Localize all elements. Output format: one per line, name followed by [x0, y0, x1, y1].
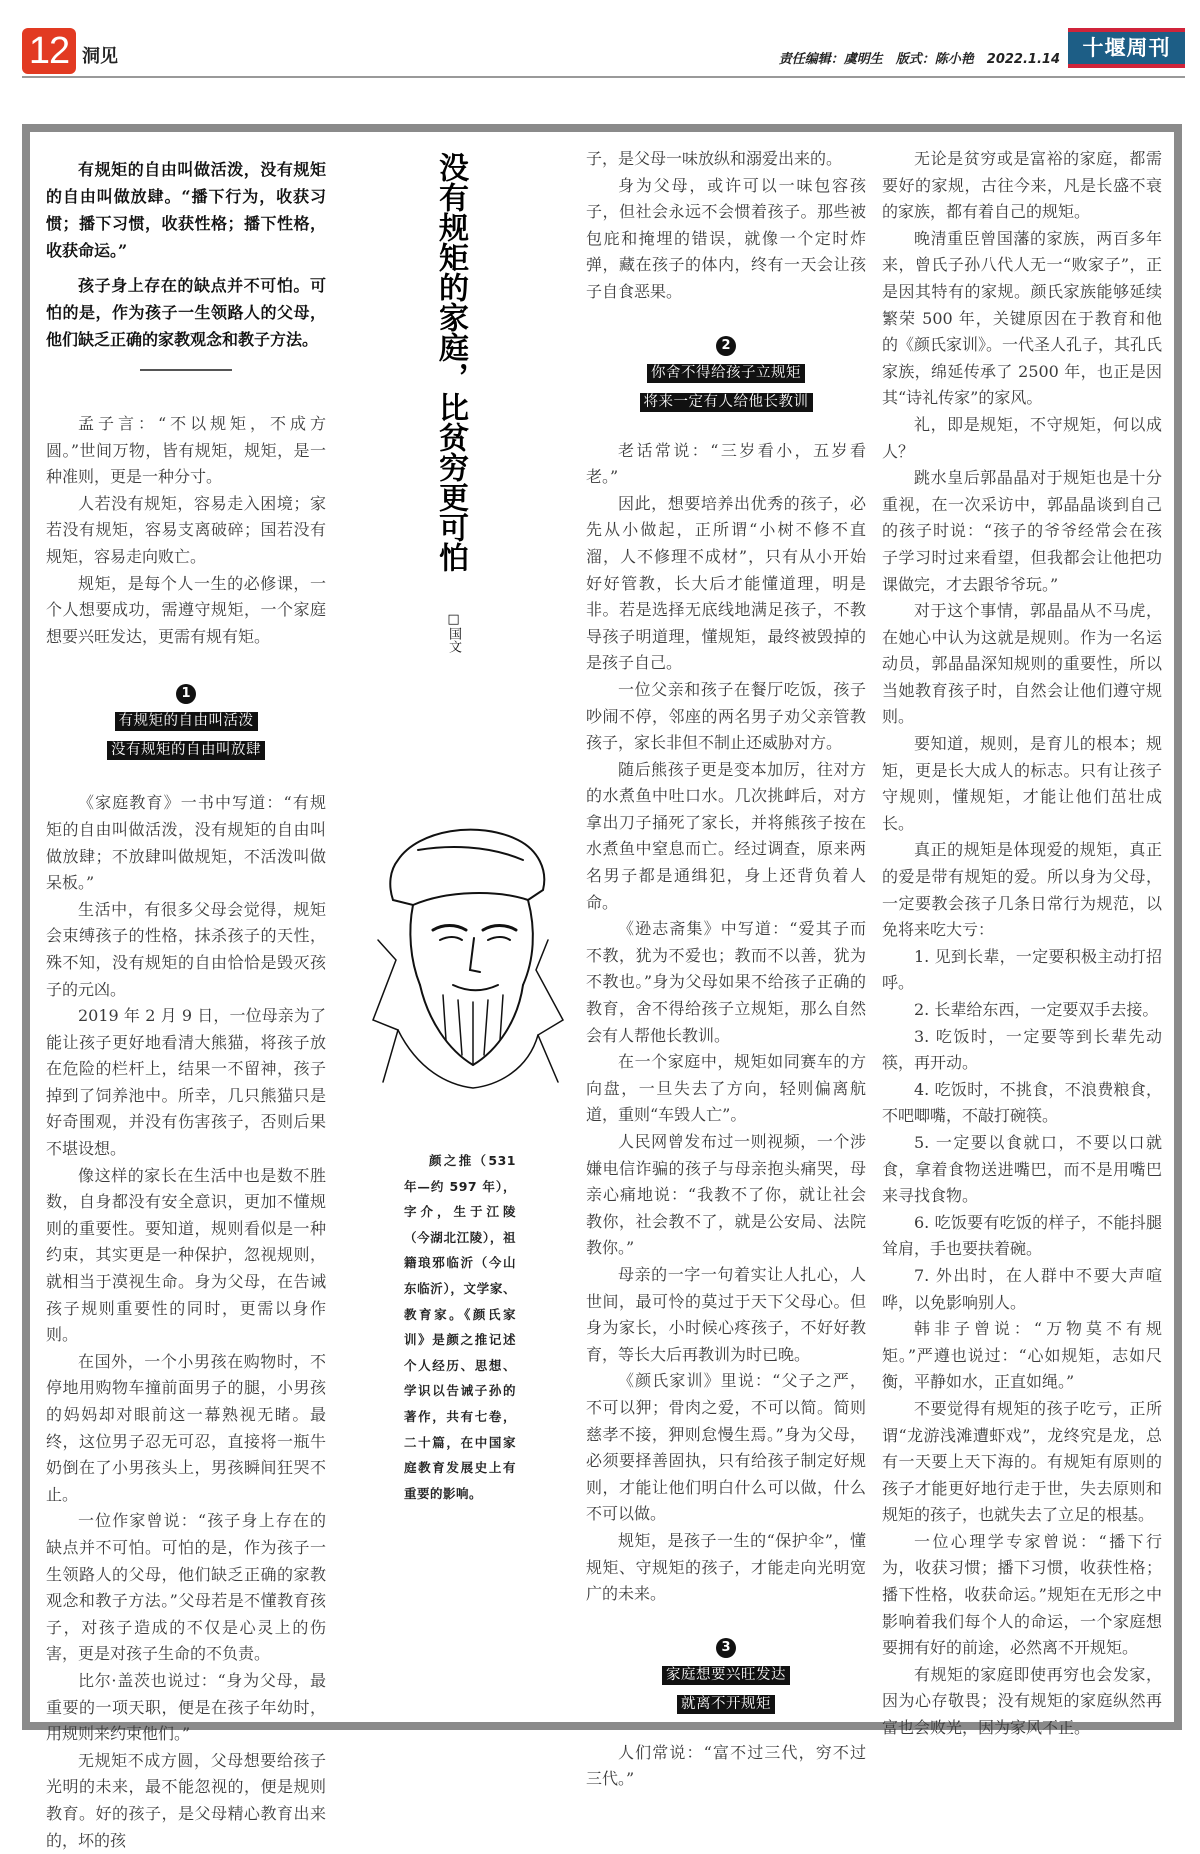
paragraph: 6. 吃饭要有吃饭的样子，不能抖腿耸肩，手也要扶着碗。	[882, 1212, 1162, 1259]
section-heading-line: 将来一定有人给他长教训	[640, 393, 813, 412]
paragraph: 《逊志斋集》中写道：“爱其子而不教，犹为不爱也；教而不以善，犹为不教也。”身为父母如果不给孩子正确的教育，舍不得给孩子立规矩，那么自然会有人帮他长教训。	[586, 919, 866, 1045]
opening-text	[46, 411, 326, 650]
continued-text	[586, 146, 866, 173]
paragraph: 老话常说：“三岁看小，五岁看老。”	[586, 440, 866, 487]
paragraph: 无规矩不成方圆，父母想要给孩子光明的未来，最不能忽视的，便是规则教育。好的孩子，是父母精心教育出来的，坏的孩	[46, 1750, 326, 1850]
section3-body-continued	[882, 146, 1162, 1742]
paragraph: 不要觉得有规矩的孩子吃亏，正所谓“龙游浅滩遭虾戏”，龙终究是龙，总有一天要上天下海的。有规矩有原则的孩子才能更好地行走于世，失去原则和规矩的孩子，也就失去了立足的根基。	[882, 1398, 1162, 1525]
paragraph: 一位父亲和孩子在餐厅吃饭，孩子吵闹不停，邻座的两名男子劝父亲管教孩子，家长非但不制止还威胁对方。	[586, 679, 866, 753]
paragraph: 无论是贫穷或是富裕的家庭，都需要好的家规，古往今来，凡是长盛不衰的家族，都有着自己的规矩。	[882, 149, 1162, 222]
paragraph: 7. 外出时，在人群中不要大声喧哗，以免影响别人。	[882, 1265, 1162, 1312]
paragraph: 规矩，是孩子一生的“保护伞”，懂规矩、守规矩的孩子，才能走向光明宽广的未来。	[586, 1530, 866, 1604]
paragraph: 《家庭教育》一书中写道：“有规矩的自由叫做活泼，没有规矩的自由叫做放肆；不放肆叫做规矩，不活泼叫做呆板。”	[46, 793, 326, 893]
intro-divider	[140, 369, 232, 371]
paragraph: 跳水皇后郭晶晶对于规矩也是十分重视，在一次采访中，郭晶晶谈到自己的孩子时说：“孩子的爷爷经常会在孩子学习时过来看望，但我都会让他把功课做完，才去跟爷爷玩。”	[882, 468, 1162, 594]
section3-heading	[586, 1664, 866, 1722]
section-heading-line: 你舍不得给孩子立规矩	[647, 364, 805, 383]
article-intro	[46, 156, 326, 361]
paragraph: 人们常说：“富不过三代，穷不过三代。”	[586, 1742, 866, 1789]
section-heading-line: 就离不开规矩	[677, 1695, 775, 1714]
section-heading-line: 有规矩的自由叫活泼	[115, 712, 258, 731]
section1-heading	[46, 710, 326, 768]
paragraph: 有规矩的自由叫做活泼，没有规矩的自由叫做放肆。“播下行为，收获习惯；播下习惯，收获性格；播下性格，收获命运。”	[46, 160, 326, 260]
paragraph: 《颜氏家训》里说：“父子之严，不可以狎；骨肉之爱，不可以简。简则慈孝不接，狎则怠慢生焉。”身为父母，必须要择善固执，只有给孩子制定好规则，才能让他们明白什么可以做，什么不可以做。	[586, 1371, 866, 1524]
page-number: 12	[22, 28, 76, 74]
paragraph: 孩子身上存在的缺点并不可怕。可怕的是，作为孩子一生领路人的父母，他们缺乏正确的家教观念和教子方法。	[46, 276, 326, 349]
paragraph: 人民网曾发布过一则视频，一个涉嫌电信诈骗的孩子与母亲抱头痛哭，母亲心痛地说：“我教不了你，就让社会教你，社会教不了，就是公安局、法院教你。”	[586, 1132, 866, 1258]
paragraph: 子，是父母一味放纵和溺爱出来的。	[586, 149, 843, 168]
section2-body	[586, 438, 866, 1608]
column-3	[586, 146, 866, 1793]
section1-tail	[586, 173, 866, 306]
paragraph: 一位心理学专家曾说：“播下行为，收获习惯；播下习惯，收获性格；播下性格，收获命运。”规矩在无形之中影响着我们每个人的命运，一个家庭想要拥有好的前途，必然离不开规矩。	[882, 1531, 1162, 1658]
paragraph: 规矩，是每个人一生的必修课，一个人想要成功，需遵守规矩，一个家庭想要兴旺发达，更需有规有矩。	[46, 573, 326, 646]
section-number-badge: 3	[716, 1638, 736, 1658]
paragraph: 2019 年 2 月 9 日，一位母亲为了能让孩子更好地看清大熊猫，将孩子放在危险的栏杆上，结果一不留神，孩子掉到了饲养池中。所幸，几只熊猫只是好奇围观，并没有伤害孩子，否则后果不堪设想。	[46, 1006, 326, 1159]
editor-info: 责任编辑：虞明生 版式：陈小艳 2022.1.14	[778, 52, 1060, 67]
section2-heading	[586, 362, 866, 420]
paragraph: 生活中，有很多父母会觉得，规矩会束缚孩子的性格，抹杀孩子的天性，殊不知，没有规矩的自由恰恰是毁灭孩子的元凶。	[46, 899, 326, 999]
paragraph: 2. 长辈给东西，一定要双手去接。	[914, 1000, 1159, 1019]
paragraph: 身为父母，或许可以一味包容孩子，但社会永远不会惯着孩子。那些被包庇和掩埋的错误，就像一个定时炸弹，藏在孩子的体内，终有一天会让孩子自食恶果。	[586, 175, 866, 301]
paragraph: 人若没有规矩，容易走入困境；家若没有规矩，容易支离破碎；国若没有规矩，容易走向败亡。	[46, 493, 326, 566]
section3-body	[586, 1740, 866, 1793]
portrait-caption: 颜之推（531 年—约 597 年），字介，生于江陵（今湖北江陵），祖籍琅邪临沂（今山东临沂），文学家、教育家。《颜氏家训》是颜之推记述个人经历、思想、学识以告诫子孙的著作，共有七卷，二十篇，在中国家庭教育发展史上有重要的影响。	[404, 1153, 516, 1501]
section1-continued	[586, 146, 866, 306]
paragraph: 要知道，规则，是育儿的根本；规矩，更是长大成人的标志。只有让孩子守规则，懂规矩，才能让他们茁壮成长。	[882, 734, 1162, 833]
column-4	[882, 146, 1162, 1742]
section-heading-line: 家庭想要兴旺发达	[662, 1666, 790, 1685]
section-name: 洞见	[82, 46, 118, 67]
paragraph: 因此，想要培养出优秀的孩子，必先从小做起，正所谓“小树不修不直溜，人不修理不成材”，只有从小开始好好管教，长大后才能懂道理，明是非。若是选择无底线地满足孩子，不教导孩子明道理，懂规矩，最终被毁掉的是孩子自己。	[586, 493, 866, 673]
section1-body	[46, 790, 326, 1854]
author-byline: □国文	[446, 612, 461, 653]
paragraph: 真正的规矩是体现爱的规矩，真正的爱是带有规矩的爱。所以身为父母，一定要教会孩子几条日常行为规范，以免将来吃大亏：	[882, 840, 1162, 940]
paragraph: 3. 吃饭时，一定要等到长辈先动筷，再开动。	[882, 1026, 1162, 1073]
portrait-illustration	[358, 820, 576, 1092]
section-heading-line: 没有规矩的自由叫放肆	[107, 741, 265, 760]
paragraph: 对于这个事情，郭晶晶从不马虎，在她心中认为这就是规则。作为一名运动员，郭晶晶深知规则的重要性，所以当她教育孩子时，自然会让他们遵守规则。	[882, 601, 1162, 727]
paragraph: 像这样的家长在生活中也是数不胜数，自身都没有安全意识，更加不懂规则的重要性。要知道，规则看似是一种约束，其实更是一种保护，忽视规则，就相当于漠视生命。身为父母，在告诫孩子规则重要性的同时，更需以身作则。	[46, 1165, 326, 1345]
section-number-badge: 2	[716, 336, 736, 356]
paragraph: 母亲的一字一句着实让人扎心，人世间，最可怜的莫过于天下父母心。但身为家长，小时候心疼孩子，不好好教育，等长大后再教训为时已晚。	[586, 1264, 866, 1364]
paragraph: 4. 吃饭时，不挑食，不浪费粮食，不吧唧嘴，不敲打碗筷。	[882, 1079, 1162, 1126]
paragraph: 孟子言：“不以规矩，不成方圆。”世间万物，皆有规矩，规矩，是一种准则，更是一种分寸。	[46, 414, 326, 487]
paragraph: 礼，即是规矩，不守规矩，何以成人？	[882, 414, 1162, 461]
column-1	[46, 156, 326, 1854]
paragraph: 比尔·盖茨也说过：“身为父母，最重要的一项天职，便是在孩子年幼时，用规则来约束他们。”	[46, 1670, 326, 1744]
paragraph: 在一个家庭中，规矩如同赛车的方向盘，一旦失去了方向，轻则偏离航道，重则“车毁人亡”。	[586, 1052, 866, 1125]
paragraph: 一位作家曾说：“孩子身上存在的缺点并不可怕。可怕的是，作为孩子一生领路人的父母，他们缺乏正确的家教观念和教子方法。”父母若是不懂教育孩子，对孩子造成的不仅是心灵上的伤害，更是对孩子生命的不负责。	[46, 1511, 326, 1664]
paragraph: 有规矩的家庭即使再穷也会发家，因为心存敬畏；没有规矩的家庭纵然再富也会败光，因为家风不正。	[882, 1664, 1162, 1738]
paragraph: 在国外，一个小男孩在购物时，不停地用购物车撞前面男子的腿，小男孩的妈妈却对眼前这一幕熟视无睹。最终，这位男子忍无可忍，直接将一瓶牛奶倒在了小男孩头上，男孩瞬间狂哭不止。	[46, 1351, 326, 1504]
newspaper-logo: 十堰周刊	[1068, 28, 1185, 68]
paragraph: 晚清重臣曾国藩的家族，两百多年来，曾氏子孙八代人无一“败家子”，正是因其特有的家规。颜氏家族能够延续繁荣 500 年，关键原因在于教育和他的《颜氏家训》。一代圣人孔子，其孔氏家族，绵延传承了 2500 年，也正是因其“诗礼传家”的家风。	[882, 228, 1163, 408]
paragraph: 韩非子曾说：“万物莫不有规矩。”严遵也说过：“心如规矩，志如尺衡，平静如水，正直如绳。”	[882, 1319, 1162, 1392]
paragraph: 随后熊孩子更是变本加厉，往对方的水煮鱼中吐口水。几次挑衅后，对方拿出刀子捅死了家长，并将熊孩子按在水煮鱼中窒息而亡。经过调查，原来两名男子都是通缉犯，身上还背负着人命。	[586, 759, 866, 912]
paragraph: 5. 一定要以食就口，不要以口就食，拿着食物送进嘴巴，而不是用嘴巴来寻找食物。	[882, 1132, 1162, 1206]
article-title: 没有规矩的家庭，比贫穷更可怕	[433, 152, 468, 572]
paragraph: 1. 见到长辈，一定要积极主动打招呼。	[882, 946, 1162, 993]
header-divider	[22, 76, 1185, 78]
section-number-badge: 1	[176, 684, 196, 704]
